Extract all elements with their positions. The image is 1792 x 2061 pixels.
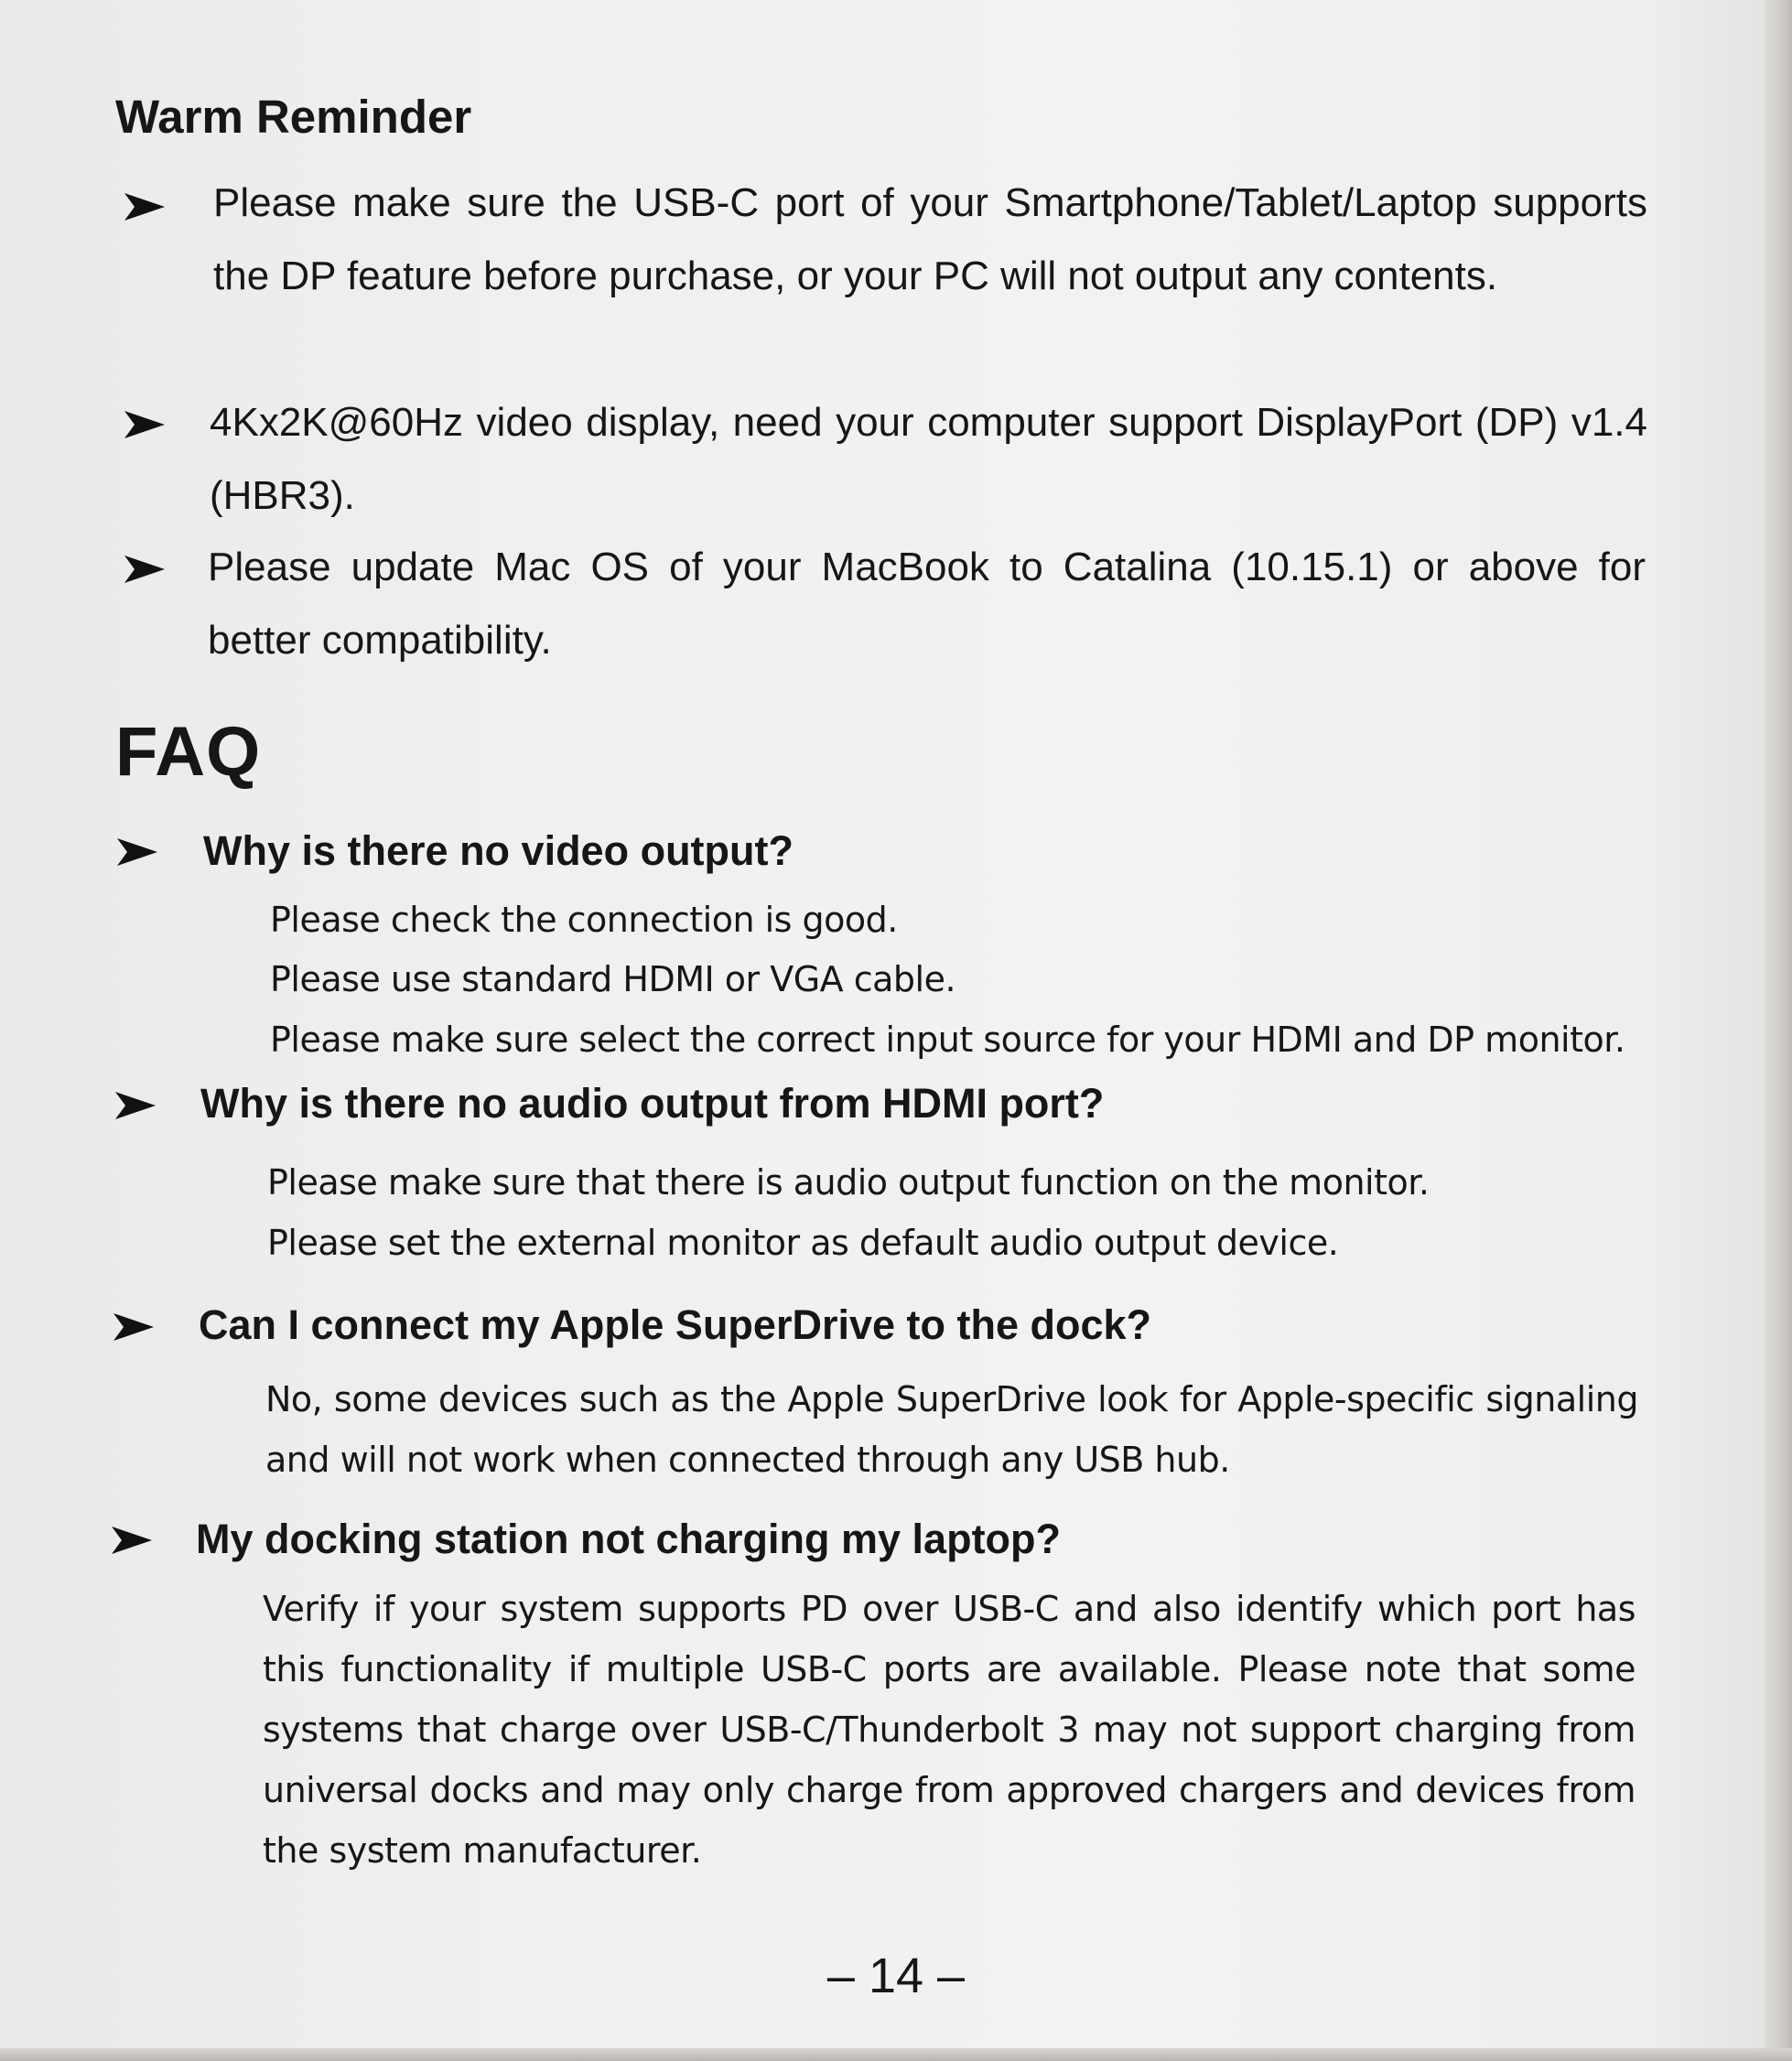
bullet-arrow-icon [123,191,167,222]
faq-answer-line: Please set the external monitor as default audio output device. [267,1223,1339,1263]
page-bottom-edge [0,2048,1792,2061]
faq-answer-line: Please use standard HDMI or VGA cable. [270,959,956,999]
warm-reminder-item: 4Kx2K@60Hz video display, need your computer support DisplayPort (DP) v1.4 (HBR3). [210,400,1647,518]
faq-question: Why is there no audio output from HDMI port? [200,1080,1105,1127]
bullet-arrow-icon [123,409,167,440]
bullet-arrow-icon [113,1090,157,1121]
faq-answer-line: Please check the connection is good. [270,900,898,940]
page-edge-shadow [1765,0,1792,2061]
faq-question: Can I connect my Apple SuperDrive to the dock? [199,1301,1152,1348]
faq-answer-line: Please make sure that there is audio output function on the monitor. [267,1162,1430,1203]
faq-heading: FAQ [115,713,262,791]
faq-answer-paragraph: No, some devices such as the Apple SuperDrive look for Apple-specific signaling and will not work when connected through any USB hub. [265,1379,1638,1480]
page-number: – 14 – [826,1948,966,2003]
bullet-arrow-icon [112,1311,156,1343]
faq-answer-paragraph: Verify if your system supports PD over USB-C and also identify which port has this functionality if multiple USB-C ports are available. Please note that some systems that charge over USB-C/Thunderbolt 3 may not support charging from universal docks and may only charge from approved chargers and devices from the system manufacturer. [263,1589,1635,1871]
bullet-arrow-icon [110,1525,154,1556]
warm-reminder-item: Please make sure the USB-C port of your Smartphone/Tablet/Laptop supports the DP feature before purchase, or your PC will not output any contents. [213,180,1647,298]
bullet-arrow-icon [123,554,167,585]
faq-answer-line: Please make sure select the correct input source for your HDMI and DP monitor. [270,1020,1625,1060]
bullet-arrow-icon [115,836,159,868]
faq-question: My docking station not charging my laptop? [196,1516,1062,1562]
warm-reminder-item: Please update Mac OS of your MacBook to Catalina (10.15.1) or above for better compatibility. [208,545,1646,663]
warm-reminder-heading: Warm Reminder [115,91,472,143]
faq-question: Why is there no video output? [203,827,793,874]
